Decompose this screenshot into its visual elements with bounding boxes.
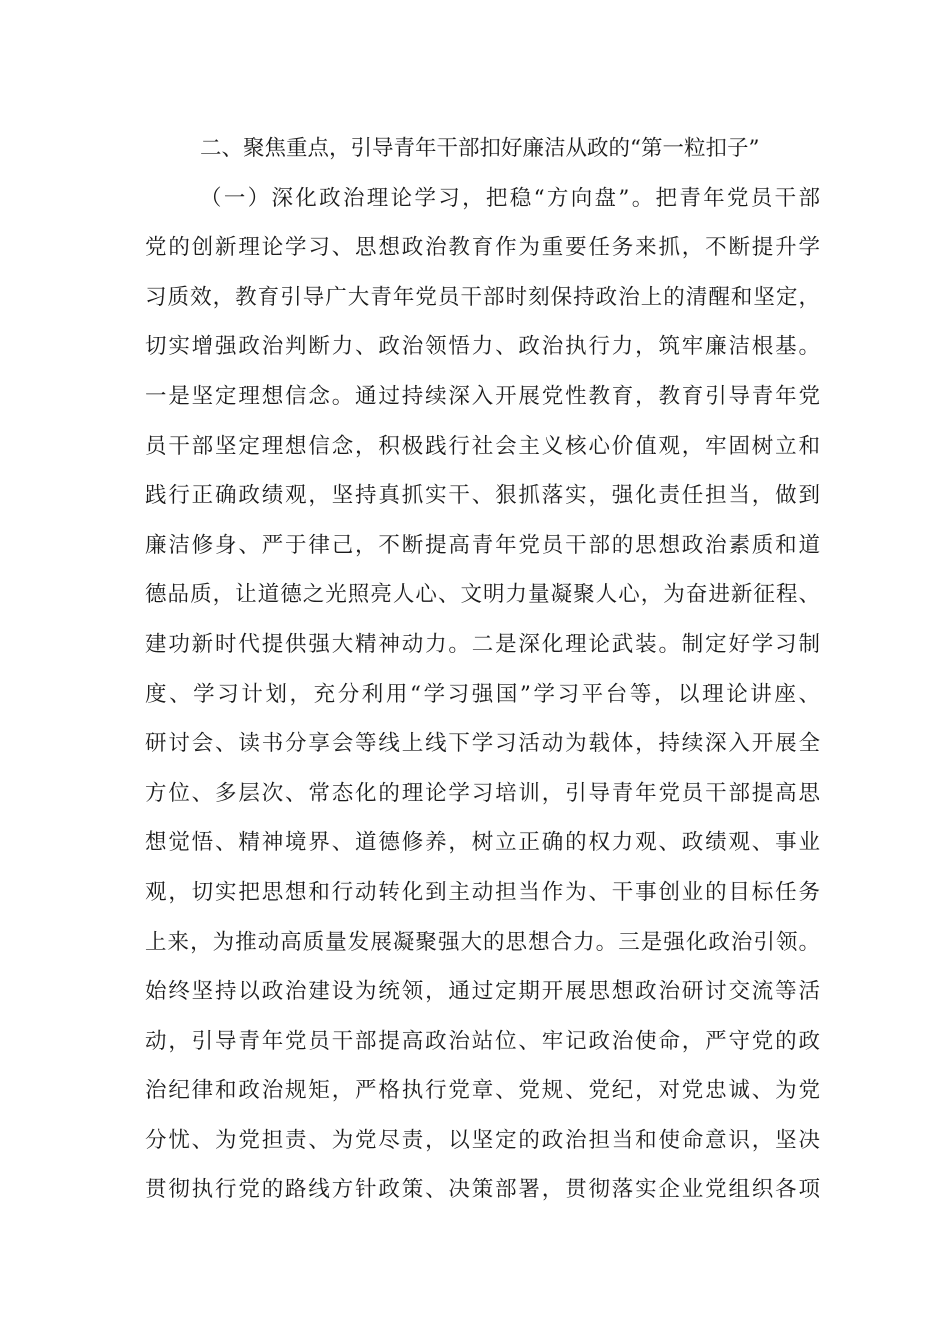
paragraph-line: 贯彻执行党的路线方针政策、决策部署，贯彻落实企业党组织各项 [145, 1177, 820, 1203]
paragraph-line: 研讨会、读书分享会等线上线下学习活动为载体，持续深入开展全 [145, 731, 820, 757]
paragraph-line: 度、学习计划，充分利用“学习强国”学习平台等，以理论讲座、 [145, 681, 820, 707]
paragraph-line: 一是坚定理想信念。通过持续深入开展党性教育，教育引导青年党 [145, 383, 820, 409]
paragraph-line: 切实增强政治判断力、政治领悟力、政治执行力，筑牢廉洁根基。 [145, 334, 820, 360]
paragraph-line: 始终坚持以政治建设为统领，通过定期开展思想政治研讨交流等活 [145, 979, 820, 1005]
paragraph-line: 习质效，教育引导广大青年党员干部时刻保持政治上的清醒和坚定， [145, 284, 820, 310]
paragraph-line: 廉洁修身、严于律己，不断提高青年党员干部的思想政治素质和道 [145, 532, 820, 558]
paragraph-line: 员干部坚定理想信念，积极践行社会主义核心价值观，牢固树立和 [145, 433, 820, 459]
paragraph-line: 建功新时代提供强大精神动力。二是深化理论武装。制定好学习制 [145, 631, 820, 657]
paragraph-line: 治纪律和政治规矩，严格执行党章、党规、党纪，对党忠诚、为党 [145, 1078, 820, 1104]
paragraph-line: 方位、多层次、常态化的理论学习培训，引导青年党员干部提高思 [145, 780, 820, 806]
section-heading: 二、聚焦重点，引导青年干部扣好廉洁从政的“第一粒扣子” [200, 136, 760, 161]
paragraph-line: 上来，为推动高质量发展凝聚强大的思想合力。三是强化政治引领。 [145, 929, 820, 955]
paragraph-line: 德品质，让道德之光照亮人心、文明力量凝聚人心，为奋进新征程、 [145, 582, 820, 608]
paragraph-line: 分忧、为党担责、为党尽责，以坚定的政治担当和使命意识，坚决 [145, 1127, 820, 1153]
paragraph-line: （一）深化政治理论学习，把稳“方向盘”。把青年党员干部 [200, 185, 820, 211]
paragraph-line: 观，切实把思想和行动转化到主动担当作为、干事创业的目标任务 [145, 879, 820, 905]
paragraph-line: 党的创新理论学习、思想政治教育作为重要任务来抓，不断提升学 [145, 235, 820, 261]
body-text [145, 124, 820, 1215]
paragraph-line: 想觉悟、精神境界、道德修养，树立正确的权力观、政绩观、事业 [145, 830, 820, 856]
paragraph-line: 践行正确政绩观，坚持真抓实干、狠抓落实，强化责任担当，做到 [145, 483, 820, 509]
paragraph-line: 动，引导青年党员干部提高政治站位、牢记政治使命，严守党的政 [145, 1028, 820, 1054]
